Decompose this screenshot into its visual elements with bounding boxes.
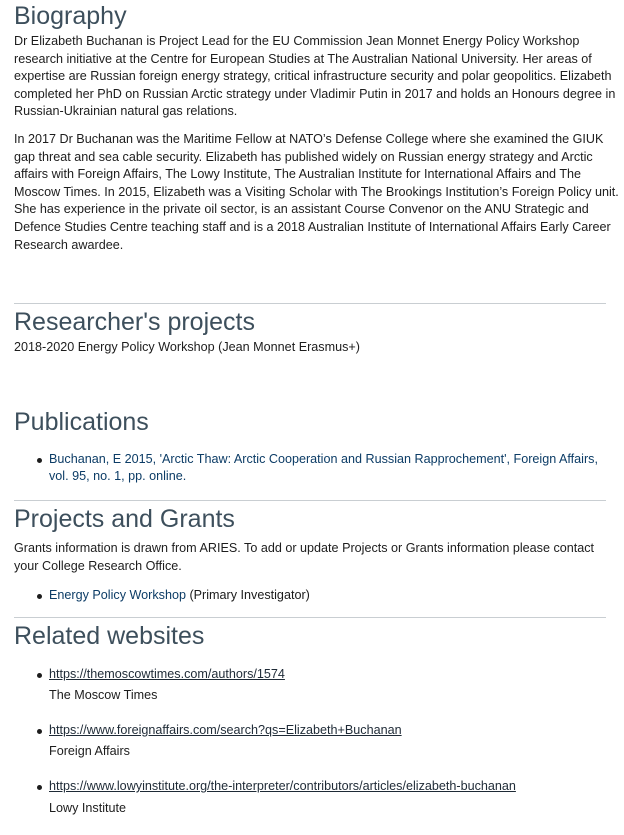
projects-grants-section [14, 501, 620, 605]
website-label: The Moscow Times [49, 688, 158, 703]
website-label: Foreign Affairs [49, 744, 130, 759]
publications-section [14, 407, 620, 486]
related-websites-section [14, 618, 620, 818]
profile-page [14, 0, 620, 817]
list-item [49, 722, 620, 761]
website-link[interactable]: https://www.foreignaffairs.com/search?qs=Elizabeth+Buchanan [49, 722, 402, 737]
biography-paragraph: In 2017 Dr Buchanan was the Maritime Fellow at NATO’s Defense College where she examined the GIUK gap threat and sea cable security. Elizabeth has published widely on Russian energy strategy and Arctic affairs with Foreign Affairs, The Lowy Institute, The Australian Institute for International Affairs and The Moscow Times. In 2015, Elizabeth was a Visiting Scholar with The Brookings Institution’s Foreign Policy unit. She has experience in the private oil sector, is an assistant Course Convenor on the ANU Strategic and Defence Studies Centre teaching staff and is a 2018 Australian Institute of International Affairs Early Career Research awardee. [14, 131, 619, 252]
biography-section [14, 0, 620, 254]
researcher-projects-heading: Researcher's projects [14, 308, 255, 337]
website-link[interactable]: https://www.lowyinstitute.org/the-interpreter/contributors/articles/elizabeth-buchanan [49, 779, 516, 794]
researcher-project-item: 2018-2020 Energy Policy Workshop (Jean Monnet Erasmus+) [14, 340, 360, 355]
biography-paragraph: Dr Elizabeth Buchanan is Project Lead for the EU Commission Jean Monnet Energy Policy Workshop research initiative at the Centre for European Studies at The Australian National University. Her areas of expertise are Russian foreign energy strategy, critical infrastructure security and polar geopolitics. Elizabeth completed her PhD on Russian Arctic strategy under Vladimir Putin in 2017 and holds an Honours degree in Russian-Ukrainian natural gas relations. [14, 34, 616, 119]
biography-heading: Biography [14, 2, 127, 30]
projects-grants-heading: Projects and Grants [14, 504, 235, 533]
grants-intro: Grants information is drawn from ARIES. To add or update Projects or Grants information please contact your College Research Office. [14, 540, 595, 573]
researcher-projects-section [14, 304, 620, 357]
publications-list [14, 451, 620, 486]
related-websites-heading: Related websites [14, 621, 205, 650]
related-websites-list [14, 666, 620, 818]
publications-heading: Publications [14, 407, 149, 436]
list-item [49, 451, 620, 486]
list-item [49, 666, 620, 705]
list-item [49, 778, 620, 817]
publication-link[interactable]: Buchanan, E 2015, 'Arctic Thaw: Arctic Cooperation and Russian Rapprochement', Foreign Affairs, vol. 95, no. 1, pp. online. [49, 451, 598, 484]
grants-list [14, 587, 620, 605]
website-link[interactable]: https://themoscowtimes.com/authors/1574 [49, 666, 285, 681]
website-label: Lowy Institute [49, 800, 127, 815]
list-item [49, 587, 620, 605]
grant-link[interactable]: Energy Policy Workshop [49, 588, 186, 603]
grant-role: (Primary Investigator) [185, 588, 310, 603]
